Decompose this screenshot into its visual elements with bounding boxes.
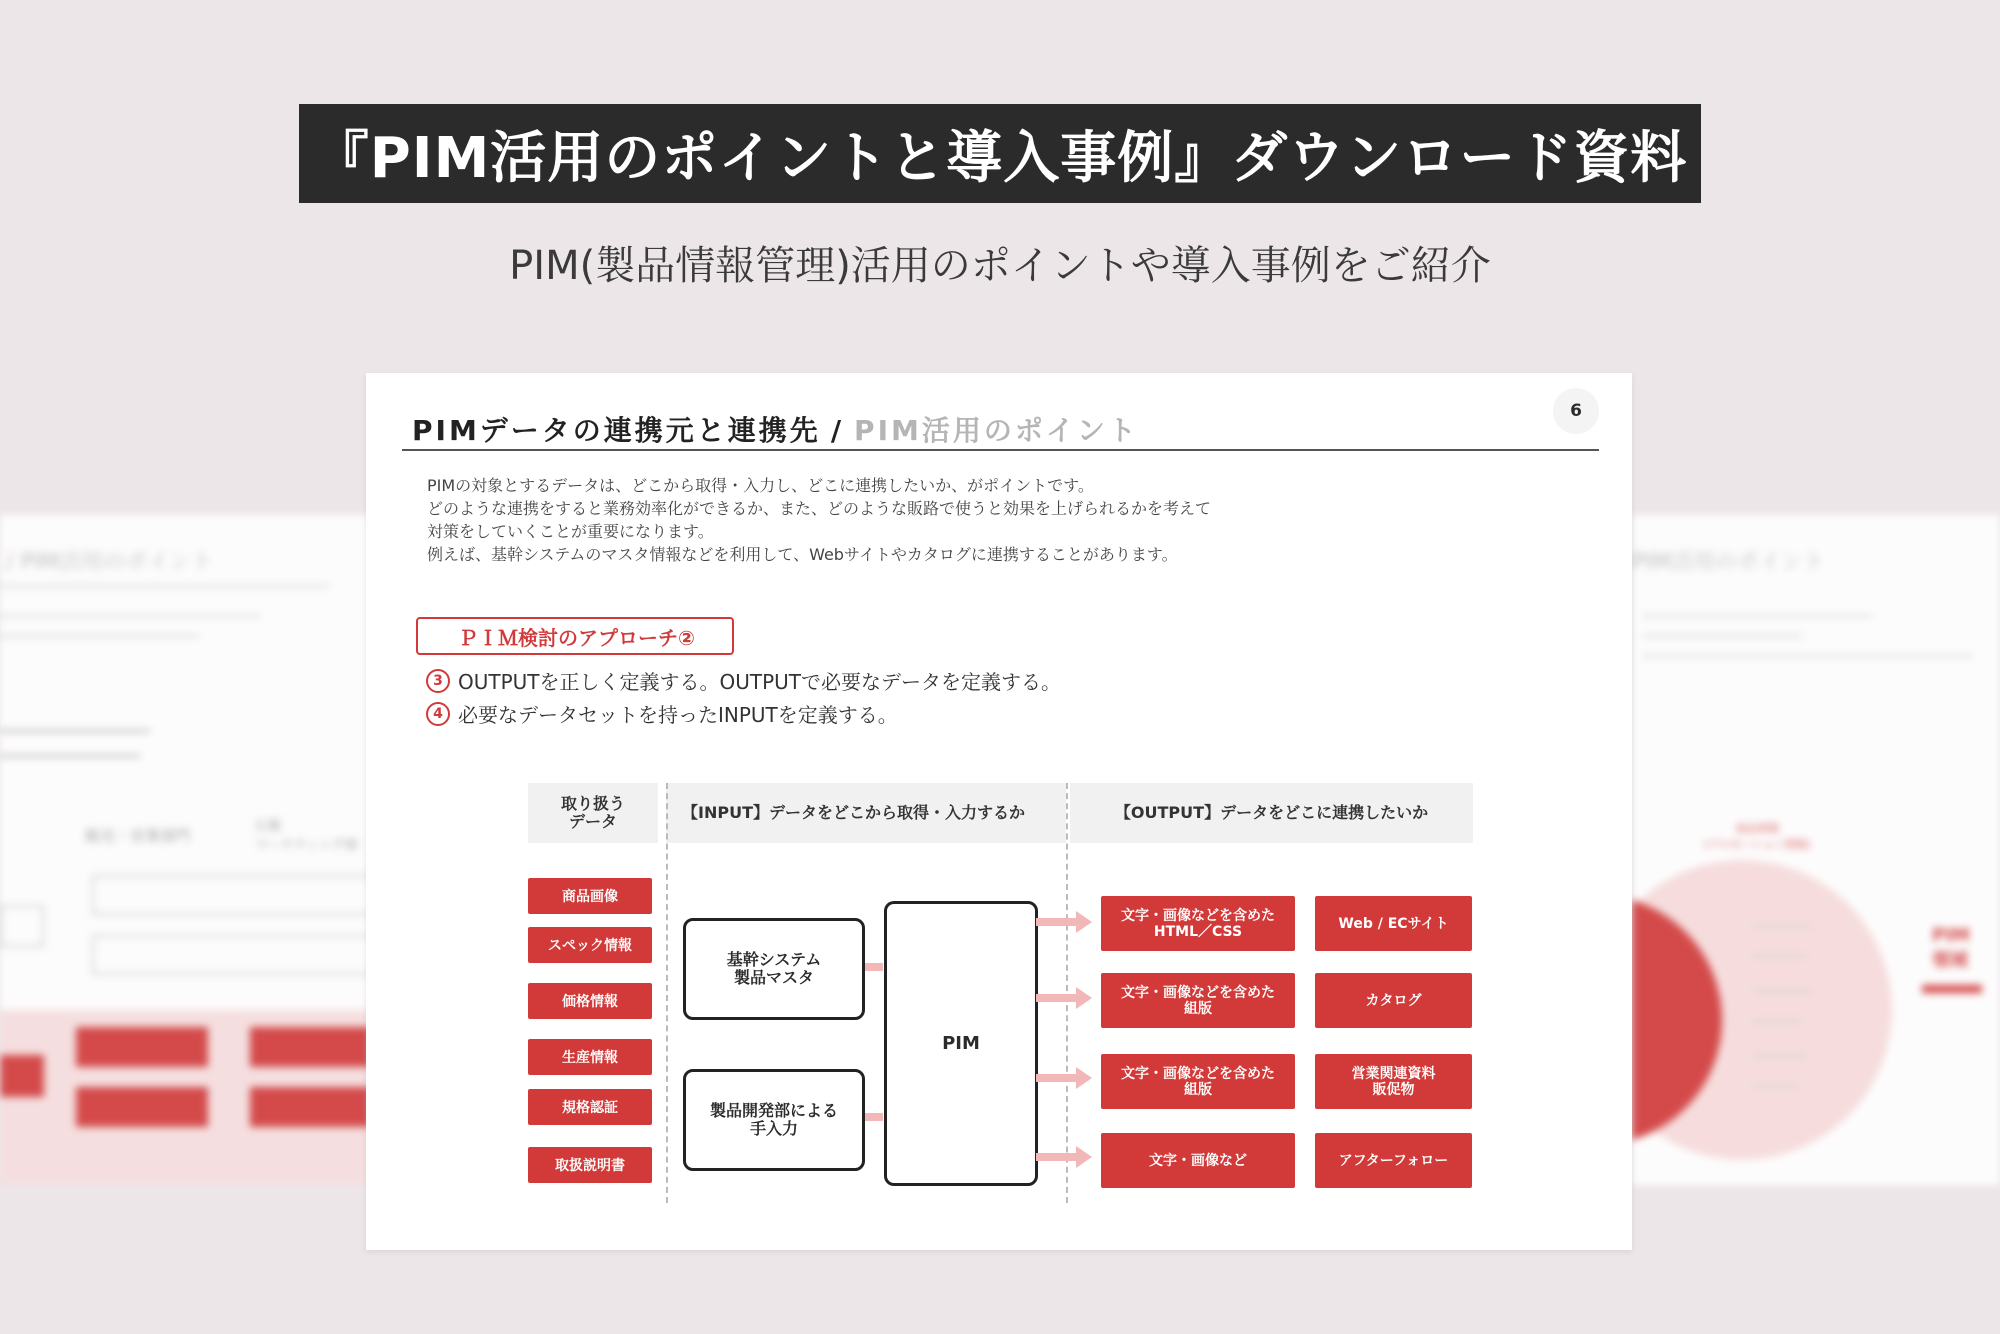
step-item <box>426 666 1061 695</box>
output-channel: 営業関連資料 販促物 <box>1315 1054 1472 1109</box>
output-format: 文字・画像などを含めた HTML／CSS <box>1101 896 1295 951</box>
pim-hub: PIM <box>884 901 1038 1186</box>
source-node: 基幹システム 製品マスタ <box>683 918 865 1020</box>
data-tag: 価格情報 <box>528 983 652 1019</box>
arrow-right-icon <box>1036 1067 1092 1089</box>
side-left-col2: 広報 マーケティング部 <box>255 819 358 853</box>
step-text: 必要なデータセットを持ったINPUTを定義する。 <box>458 703 898 727</box>
description-line: 例えば、基幹システムのマスタ情報などを利用して、Webサイトやカタログに連携することがあります。 <box>427 545 1178 564</box>
subtitle: PIM(製品情報管理)活用のポイントや導入事例をご紹介 <box>509 243 1491 289</box>
header-data: 取り扱う データ <box>528 783 658 843</box>
header-input: 【INPUT】データをどこから取得・入力するか <box>666 783 1066 843</box>
slide-description <box>427 474 1211 566</box>
header-output: 【OUTPUT】データをどこに連携したいか <box>1070 783 1473 843</box>
arrow-right-icon <box>1036 987 1092 1009</box>
slide-page <box>366 373 1632 1250</box>
side-left-title: / PIM活用のポイント <box>6 550 214 575</box>
step-number-icon: 4 <box>426 702 450 726</box>
connector <box>865 963 883 971</box>
data-tag: 規格認証 <box>528 1089 652 1125</box>
data-tag: 生産情報 <box>528 1039 652 1075</box>
slide-title-main: PIMデータの連携元と連携先 <box>412 414 821 447</box>
banner-title: 『PIM活用のポイントと導入事例』ダウンロード資料 <box>299 104 1701 203</box>
description-line: どのような連携をすると業務効率化ができるか、また、どのような販路で使うと効果を上げられるかを考えて <box>427 499 1212 518</box>
approach-label: ＰＩＭ検討のアプローチ② <box>416 617 734 655</box>
connector <box>865 1113 883 1121</box>
output-channel: アフターフォロー <box>1315 1133 1472 1188</box>
side-left-col1: 販売・営業部門 <box>85 827 191 845</box>
output-format: 文字・画像などを含めた 組版 <box>1101 1054 1295 1109</box>
side-right-pim-label: PIM 領域 <box>1932 925 1970 971</box>
slide-title-separator: / <box>830 414 845 447</box>
slide-title <box>412 409 1139 449</box>
output-channel: Web / ECサイト <box>1315 896 1472 951</box>
data-tag: スペック情報 <box>528 927 652 963</box>
side-right-circle-label: 商品情報 (プロモーション情報) <box>1704 822 1811 851</box>
step-number-icon: 3 <box>426 669 450 693</box>
side-slide-left[interactable] <box>0 515 370 1185</box>
data-tag: 取扱説明書 <box>528 1147 652 1183</box>
source-node: 製品開発部による 手入力 <box>683 1069 865 1171</box>
step-item <box>426 699 898 728</box>
title-divider <box>402 449 1599 451</box>
page-number: 6 <box>1553 388 1599 434</box>
side-slide-right[interactable] <box>1632 515 2000 1185</box>
column-divider <box>666 783 668 1203</box>
arrow-right-icon <box>1036 1146 1092 1168</box>
side-right-title: PIM活用のポイント <box>1632 550 1825 575</box>
output-format: 文字・画像など <box>1101 1133 1295 1188</box>
description-line: PIMの対象とするデータは、どこから取得・入力し、どこに連携したいか、がポイントです。 <box>427 476 1094 495</box>
description-line: 対策をしていくことが重要になります。 <box>427 522 714 541</box>
data-tag: 商品画像 <box>528 878 652 914</box>
step-text: OUTPUTを正しく定義する。OUTPUTで必要なデータを定義する。 <box>458 670 1062 694</box>
arrow-right-icon <box>1036 911 1092 933</box>
output-channel: カタログ <box>1315 973 1472 1028</box>
slide-title-sub: PIM活用のポイント <box>854 414 1139 447</box>
output-format: 文字・画像などを含めた 組版 <box>1101 973 1295 1028</box>
